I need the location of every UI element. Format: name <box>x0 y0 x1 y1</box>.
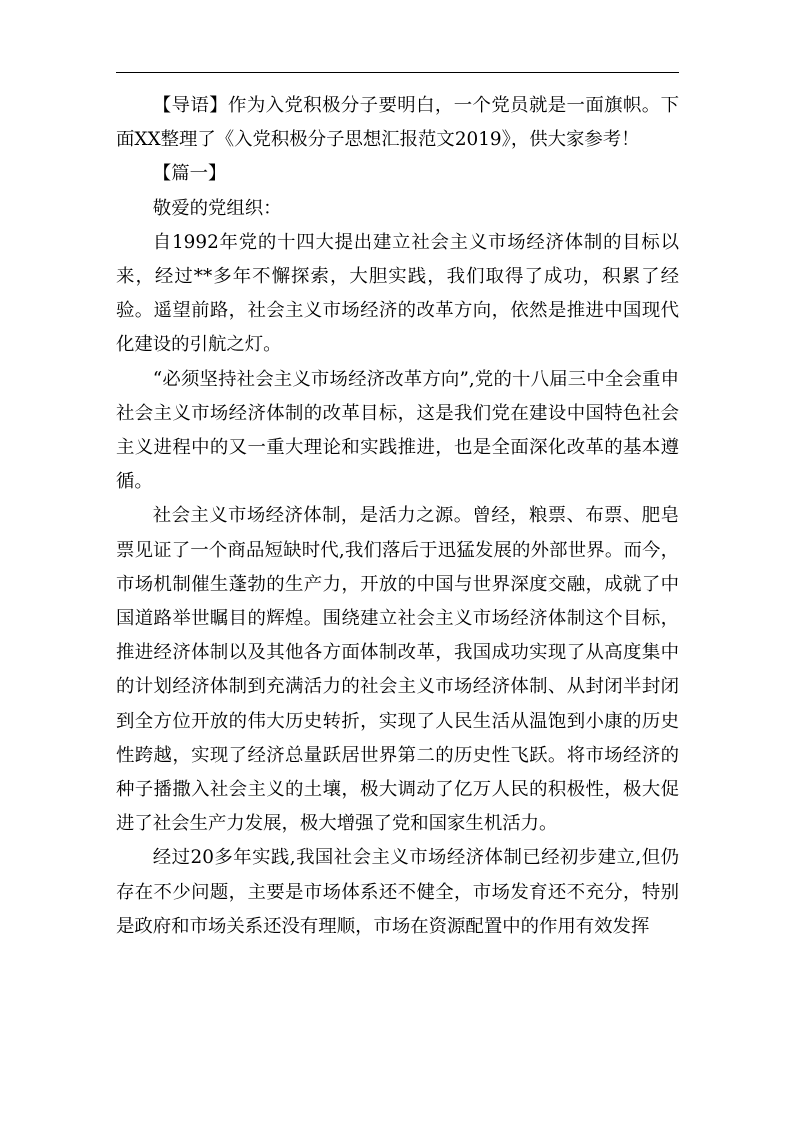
header-rule <box>116 72 679 73</box>
body-paragraph: 经过20多年实践,我国社会主义市场经济体制已经初步建立,但仍存在不少问题，主要是市场体系还不健全，市场发育还不充分，特别是政府和市场关系还没有理顺，市场在资源配置中的作用有效发挥 <box>116 847 679 937</box>
body-paragraph: 社会主义市场经济体制，是活力之源。曾经，粮票、布票、肥皂票见证了一个商品短缺时代,我们落后于迅猛发展的外部世界。而今，市场机制催生蓬勃的生产力，开放的中国与世界深度交融，成就了中国道路举世瞩目的辉煌。围绕建立社会主义市场经济体制这个目标，推进经济体制以及其他各方面体制改革，我国成功实现了从高度集中的计划经济体制到充满活力的社会主义市场经济体制、从封闭半封闭到全方位开放的伟大历史转折，实现了人民生活从温饱到小康的历史性跨越，实现了经济总量跃居世界第二的历史性飞跃。将市场经济的种子播撒入社会主义的土壤，极大调动了亿万人民的积极性，极大促进了社会生产力发展，极大增强了党和国家生机活力。 <box>116 505 679 835</box>
intro-paragraph: 【导语】作为入党积极分子要明白，一个党员就是一面旗帜。下面XX整理了《入党积极分子思想汇报范文2019》，供大家参考！ <box>116 95 679 151</box>
section-heading: 【篇一】 <box>152 163 227 185</box>
body-paragraph: 自1992年党的十四大提出建立社会主义市场经济体制的目标以来，经过**多年不懈探索，大胆实践，我们取得了成功，积累了经验。遥望前路，社会主义市场经济的改革方向，依然是推进中国现代化建设的引航之灯。 <box>116 231 679 356</box>
salutation: 敬爱的党组织： <box>152 197 282 219</box>
body-paragraph: “必须坚持社会主义市场经济改革方向”,党的十八届三中全会重申社会主义市场经济体制的改革目标，这是我们党在建设中国特色社会主义进程中的又一重大理论和实践推进，也是全面深化改革的基本遵循。 <box>116 368 679 493</box>
document-body <box>116 89 679 944</box>
